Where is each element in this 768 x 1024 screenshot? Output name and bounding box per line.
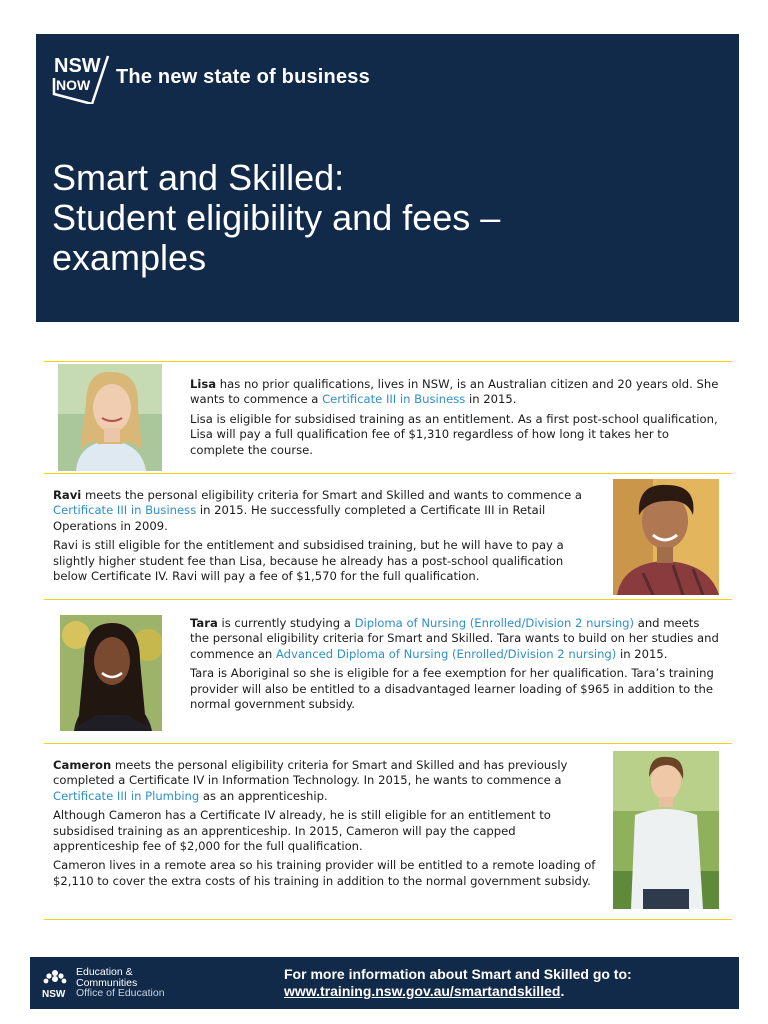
- title-line-3: examples: [52, 237, 207, 278]
- more-info: [284, 966, 632, 1000]
- tara-photo: [60, 615, 162, 731]
- brand: [52, 48, 370, 106]
- diploma-link[interactable]: Diploma of Nursing (Enrolled/Division 2 nursing): [354, 616, 635, 630]
- header-banner: [36, 34, 739, 322]
- section-divider: [44, 473, 732, 474]
- svg-text:NSW: NSW: [42, 989, 66, 1000]
- certificate-link[interactable]: Certificate III in Business: [53, 503, 197, 518]
- tara-paragraph-2: Tara is Aboriginal so she is eligible for a fee exemption for her qualification. Tara’s training provider will also be entitled to a disadvantaged learner loading of $965 in addition to the normal government subsidy.: [190, 666, 714, 712]
- brand-tagline: The new state of business: [116, 65, 370, 88]
- svg-text:NSW: NSW: [54, 55, 101, 77]
- page-title: [52, 158, 712, 278]
- smart-and-skilled-link[interactable]: www.training.nsw.gov.au/smartandskilled: [284, 983, 561, 999]
- section-divider: [44, 919, 732, 920]
- title-line-1: Smart and Skilled:: [52, 157, 345, 198]
- education-communities-logo: [40, 965, 165, 1001]
- svg-text:NOW: NOW: [56, 77, 91, 93]
- more-info-url-line: www.training.nsw.gov.au/smartandskilled.: [284, 983, 565, 999]
- department-name: Education & Communities Office of Education: [76, 966, 165, 1000]
- lisa-text: [190, 377, 720, 462]
- ravi-paragraph-1: Ravi meets the personal eligibility criteria for Smart and Skilled and wants to commence a Certificate III in Business in 2015. He successfully completed a Certificate III in Retail Operations in 2009.: [53, 488, 583, 533]
- tara-paragraph-1: Tara is currently studying a Diploma of Nursing (Enrolled/Division 2 nursing) and meets the personal eligibility criteria for Smart and Skilled. Tara wants to build on her studies and commence an Advanced Diploma of Nursing (Enrolled/Division 2 nursing) in 2015.: [190, 616, 719, 661]
- more-info-line: For more information about Smart and Skilled go to:: [284, 966, 632, 982]
- title-line-2: Student eligibility and fees –: [52, 197, 501, 238]
- waratah-icon: [40, 965, 70, 1001]
- person-name: Lisa: [190, 377, 217, 391]
- ravi-paragraph-2: Ravi is still eligible for the entitlement and subsidised training, but he will have to pay a slightly higher student fee than Lisa, because he already has a post-school qualification below Certificate IV. Ravi will pay a fee of $1,570 for the full qualification.: [53, 538, 564, 584]
- lisa-photo: [58, 364, 162, 471]
- lisa-paragraph-1: Lisa has no prior qualifications, lives in NSW, is an Australian citizen and 20 years old. She wants to commence a Certificate III in Business in 2015.: [190, 377, 719, 407]
- ravi-text: [53, 488, 599, 588]
- cameron-text: [53, 758, 599, 893]
- footer-banner: [30, 957, 739, 1009]
- certificate-link[interactable]: Certificate III in Plumbing: [53, 788, 200, 803]
- advanced-diploma-link[interactable]: Advanced Diploma of Nursing (Enrolled/Division 2 nursing): [275, 646, 617, 661]
- cameron-paragraph-1: Cameron meets the personal eligibility criteria for Smart and Skilled and has previously completed a Certificate IV in Information Technology. In 2015, he wants to commence a Certificate III in Plumbing as an apprenticeship.: [53, 758, 568, 803]
- certificate-link[interactable]: Certificate III in Business: [322, 392, 466, 407]
- cameron-paragraph-3: Cameron lives in a remote area so his training provider will be entitled to a remote loading of $2,110 to cover the extra costs of his training in addition to the normal government subsidy.: [53, 858, 596, 888]
- ravi-photo: [613, 479, 719, 595]
- nsw-now-logo: [52, 50, 110, 104]
- tara-text: [190, 616, 720, 716]
- cameron-photo: [613, 751, 719, 909]
- section-divider: [44, 599, 732, 600]
- section-divider: [44, 361, 732, 362]
- person-name: Ravi: [53, 488, 82, 502]
- section-divider: [44, 743, 732, 744]
- person-name: Cameron: [53, 758, 112, 772]
- lisa-paragraph-2: Lisa is eligible for subsidised training as an entitlement. As a first post-school qualification, Lisa will pay a full qualification fee of $1,310 regardless of how long it takes her to complete the course.: [190, 411, 718, 457]
- cameron-paragraph-2: Although Cameron has a Certificate IV already, he is still eligible for an entitlement to subsidised training as an apprenticeship. In 2015, Cameron will pay the capped apprenticeship fee of $2,000 for the full qualification.: [53, 808, 551, 854]
- person-name: Tara: [190, 616, 218, 630]
